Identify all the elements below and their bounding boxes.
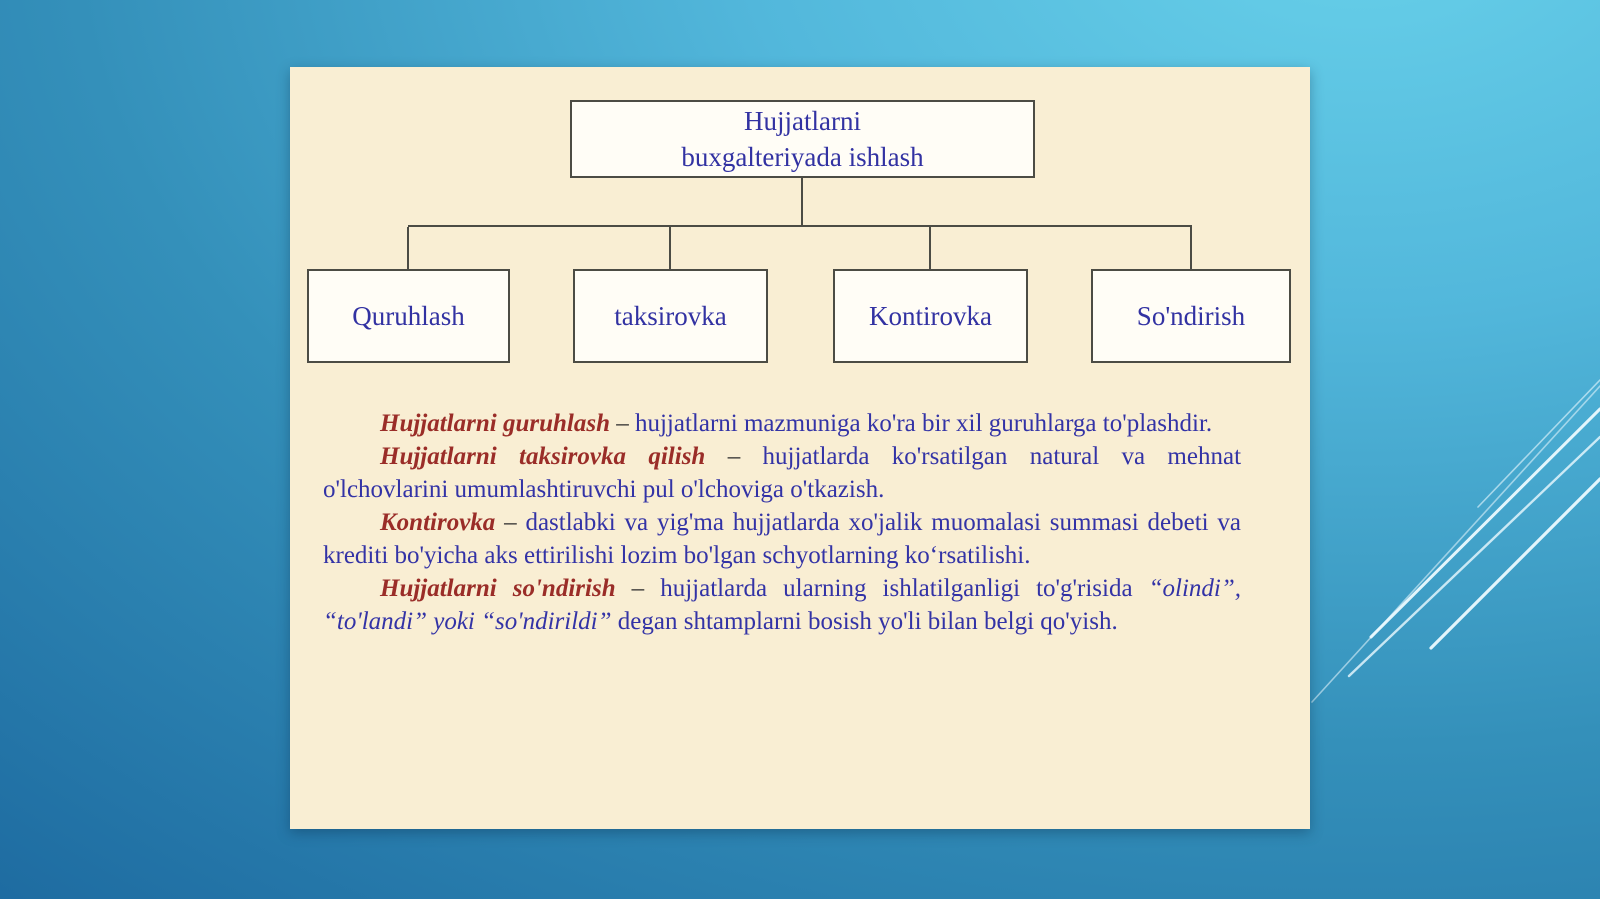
flowchart-box-kontirovka	[833, 269, 1028, 363]
flowchart-box-sondirish	[1091, 269, 1291, 363]
definition-term: Hujjatlarni taksirovka qilish	[380, 443, 706, 470]
definition-dash: –	[631, 575, 645, 602]
definition-body: hujjatlarda ularning ishlatilganligi to'g'risida	[660, 575, 1133, 602]
slide	[290, 67, 1310, 829]
flowchart-box-label: Quruhlash	[352, 300, 465, 331]
flowchart-root-box	[570, 100, 1035, 178]
flowchart-box-quruhlash	[307, 269, 510, 363]
definition-body: hujjatlarni mazmuniga ko'ra bir xil guruhlarga to'plashdir.	[634, 410, 1213, 437]
connector-stem	[801, 178, 803, 225]
connector-drop	[669, 227, 671, 271]
definition-term: Hujjatlarni guruhlash	[380, 410, 610, 437]
definition-term: Kontirovka	[380, 509, 496, 536]
flowchart-root-line2: buxgalteriyada ishlash	[681, 142, 924, 172]
connector-drop	[929, 227, 931, 271]
definition-paragraph-kontirovka	[323, 506, 1241, 572]
definition-dash: –	[504, 509, 517, 536]
definition-body: hujjatlarda ko'rsatilgan natural va mehnat o'lchovlarini umumlashtiruvchi pul o'lchoviga o'tkazish.	[323, 443, 1242, 503]
definition-term: Hujjatlarni so'ndirish	[380, 575, 616, 602]
definition-quoted-words: “olindi”, “to'landi” yoki “so'ndirildi”	[323, 575, 1242, 635]
definition-body: degan shtamplarni bosish yo'li bilan belgi qo'yish.	[617, 608, 1118, 635]
flowchart-box-taksirovka	[573, 269, 768, 363]
definition-paragraph-guruhlash	[323, 407, 1241, 440]
flowchart-box-label: taksirovka	[614, 300, 727, 331]
flowchart-box-label: So'ndirish	[1136, 300, 1246, 331]
flowchart-root-line1: Hujjatlarni	[744, 106, 861, 136]
connector-rail	[408, 225, 1192, 227]
connector-drop	[1190, 227, 1192, 271]
definition-dash: –	[727, 443, 741, 470]
connector-drop	[407, 227, 409, 271]
definition-paragraph-taksirovka	[323, 440, 1241, 506]
definition-dash: –	[616, 410, 629, 437]
definition-paragraph-sondirish	[323, 572, 1241, 638]
definitions-text	[323, 407, 1241, 638]
definition-body: dastlabki va yig'ma hujjatlarda xo'jalik muomalasi summasi debeti va krediti bo'yicha aks ettirilishi lozim bo'lgan schyotlarning koʻrsatilishi.	[323, 509, 1241, 569]
flowchart-box-label: Kontirovka	[869, 300, 992, 331]
